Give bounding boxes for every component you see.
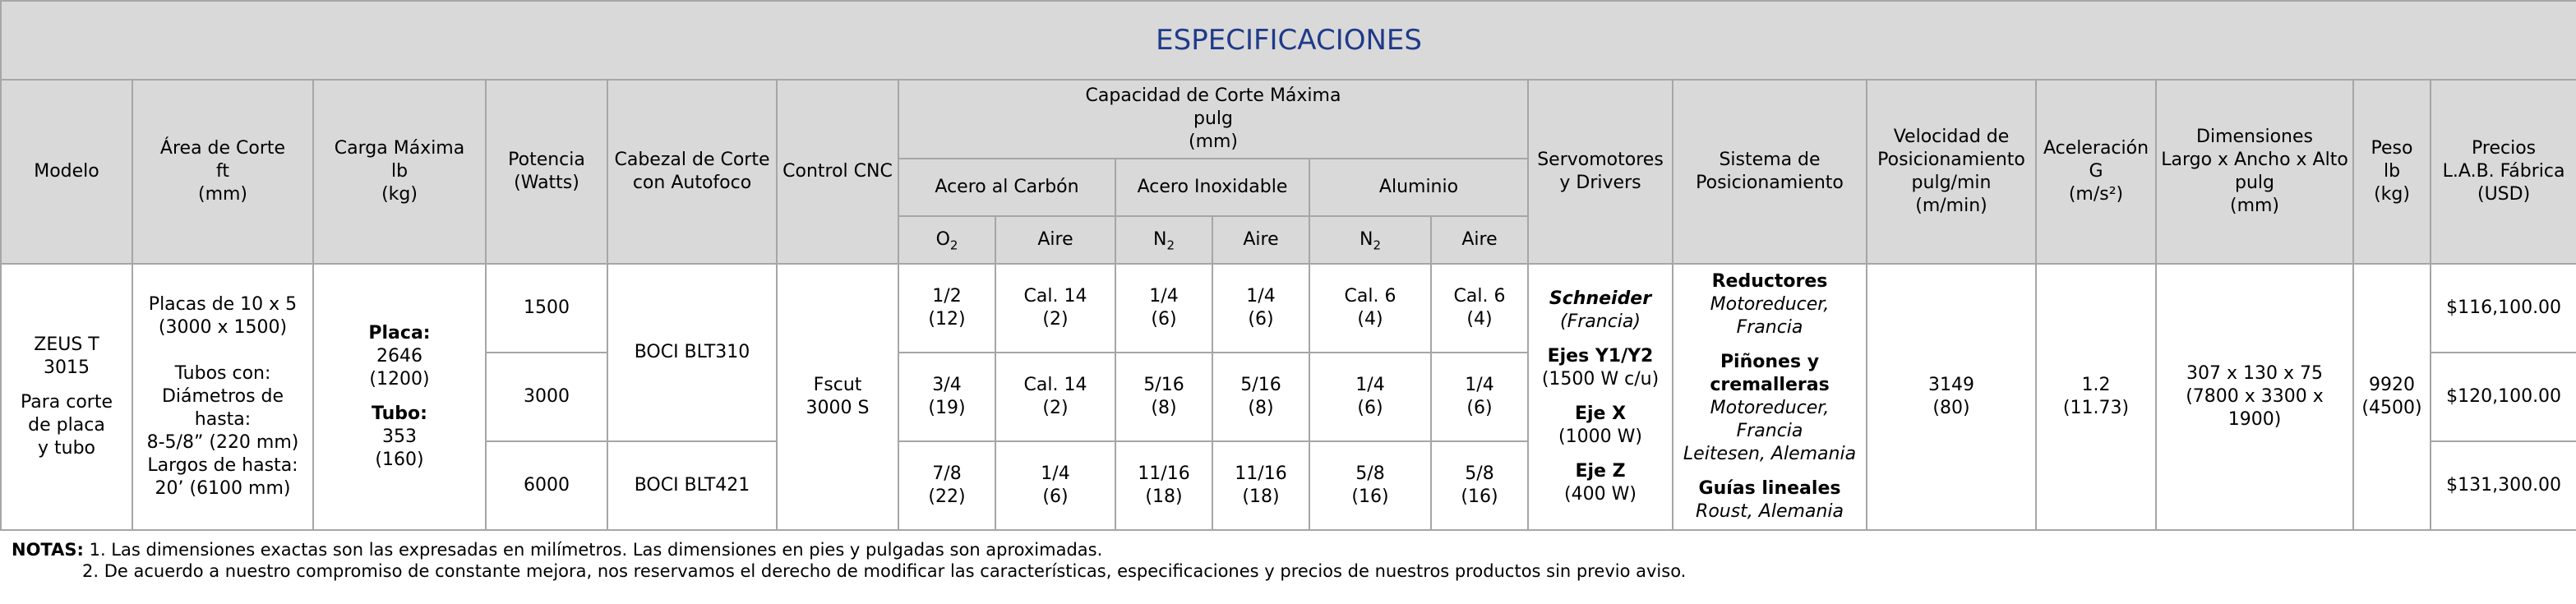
header-potencia: Potencia (Watts)	[486, 80, 607, 264]
header-gas: $N_2$	[1309, 216, 1431, 264]
aceleracion-cell: 1.2 (11.73)	[2036, 264, 2156, 530]
header-gas: Aire	[1212, 216, 1309, 264]
note-text: 1. Las dimensiones exactas son las expresadas en milímetros. Las dimensiones en pies y pulgadas son aproximadas.	[89, 540, 1103, 560]
header-area: Área de Corte ft (mm)	[132, 80, 313, 264]
dimensiones-cell: 307 x 130 x 75 (7800 x 3300 x 1900)	[2156, 264, 2353, 530]
cut-cell: Cal. 14 (2)	[995, 353, 1115, 441]
cut-cell: 1/4 (6)	[995, 441, 1115, 530]
cut-cell: Cal. 6 (4)	[1431, 264, 1528, 353]
header-velocidad: Velocidad de Posicionamiento pulg/min (m/min)	[1867, 80, 2036, 264]
header-gas: Aire	[995, 216, 1115, 264]
precio-cell: $131,300.00	[2431, 441, 2576, 530]
header-peso: Peso lb (kg)	[2353, 80, 2431, 264]
cut-cell: 5/8 (16)	[1309, 441, 1431, 530]
note-line	[12, 539, 2576, 560]
cnc-cell: Fscut 3000 S	[777, 264, 898, 530]
cut-cell: 11/16 (18)	[1115, 441, 1212, 530]
header-capacidad: Capacidad de Corte Máxima pulg (mm)	[898, 80, 1528, 159]
precio-cell: $116,100.00	[2431, 264, 2576, 353]
carga-cell: Placa: 2646 (1200) Tubo: 353 (160)	[313, 264, 486, 530]
peso-cell: 9920 (4500)	[2353, 264, 2431, 530]
cut-cell: 7/8 (22)	[898, 441, 995, 530]
header-precios: Precios L.A.B. Fábrica (USD)	[2431, 80, 2576, 264]
cut-cell: 5/16 (8)	[1115, 353, 1212, 441]
cut-cell: 1/4 (6)	[1431, 353, 1528, 441]
header-material-inox: Acero Inoxidable	[1115, 159, 1309, 216]
area-cell: Placas de 10 x 5 (3000 x 1500) Tubos con: Diámetros de hasta: 8-5/8” (220 mm) Largos de hasta: 20’ (6100 mm)	[132, 264, 313, 530]
note-line	[12, 560, 2576, 582]
precio-cell: $120,100.00	[2431, 353, 2576, 441]
notes	[0, 531, 2576, 582]
cut-cell: 1/2 (12)	[898, 264, 995, 353]
header-cnc: Control CNC	[777, 80, 898, 264]
header-gas: $N_2$	[1115, 216, 1212, 264]
cut-cell: Cal. 14 (2)	[995, 264, 1115, 353]
cut-cell: 3/4 (19)	[898, 353, 995, 441]
header-material-carbon: Acero al Carbón	[898, 159, 1115, 216]
notes-label: NOTAS:	[12, 540, 84, 560]
header-modelo: Modelo	[1, 80, 132, 264]
header-cabezal: Cabezal de Corte con Autofoco	[607, 80, 777, 264]
cut-cell: 1/4 (6)	[1115, 264, 1212, 353]
cut-cell: Cal. 6 (4)	[1309, 264, 1431, 353]
cut-cell: 1/4 (6)	[1212, 264, 1309, 353]
potencia-cell: 1500	[486, 264, 607, 353]
header-gas: Aire	[1431, 216, 1528, 264]
potencia-cell: 3000	[486, 353, 607, 441]
cabezal-cell: BOCI BLT421	[607, 441, 777, 530]
cut-cell: 5/8 (16)	[1431, 441, 1528, 530]
table-title: ESPECIFICACIONES	[1, 1, 2576, 80]
cut-cell: 1/4 (6)	[1309, 353, 1431, 441]
header-material-aluminio: Aluminio	[1309, 159, 1528, 216]
header-dimensiones: Dimensiones Largo x Ancho x Alto pulg (mm)	[2156, 80, 2353, 264]
sistema-cell: Reductores Motoreducer, Francia Piñones y cremalleras Motoreducer, Francia Leitesen, Alemania Guías lineales Roust, Alemania	[1673, 264, 1867, 530]
note-text: 2. De acuerdo a nuestro compromiso de constante mejora, nos reservamos el derecho de modificar las características, especificaciones y precios de nuestros productos sin previo aviso.	[82, 561, 1687, 581]
cabezal-cell: BOCI BLT310	[607, 264, 777, 441]
header-servo: Servomotores y Drivers	[1528, 80, 1673, 264]
model-cell: ZEUS T 3015 Para corte de placa y tubo	[1, 264, 132, 530]
potencia-cell: 6000	[486, 441, 607, 530]
header-aceleracion: Aceleración G (m/s²)	[2036, 80, 2156, 264]
header-carga: Carga Máxima lb (kg)	[313, 80, 486, 264]
servo-cell: Schneider (Francia) Ejes Y1/Y2 (1500 W c/u) Eje X (1000 W) Eje Z (400 W)	[1528, 264, 1673, 530]
velocidad-cell: 3149 (80)	[1867, 264, 2036, 530]
cut-cell: 5/16 (8)	[1212, 353, 1309, 441]
header-sistema: Sistema de Posicionamiento	[1673, 80, 1867, 264]
cut-cell: 11/16 (18)	[1212, 441, 1309, 530]
header-gas: $O_2$	[898, 216, 995, 264]
